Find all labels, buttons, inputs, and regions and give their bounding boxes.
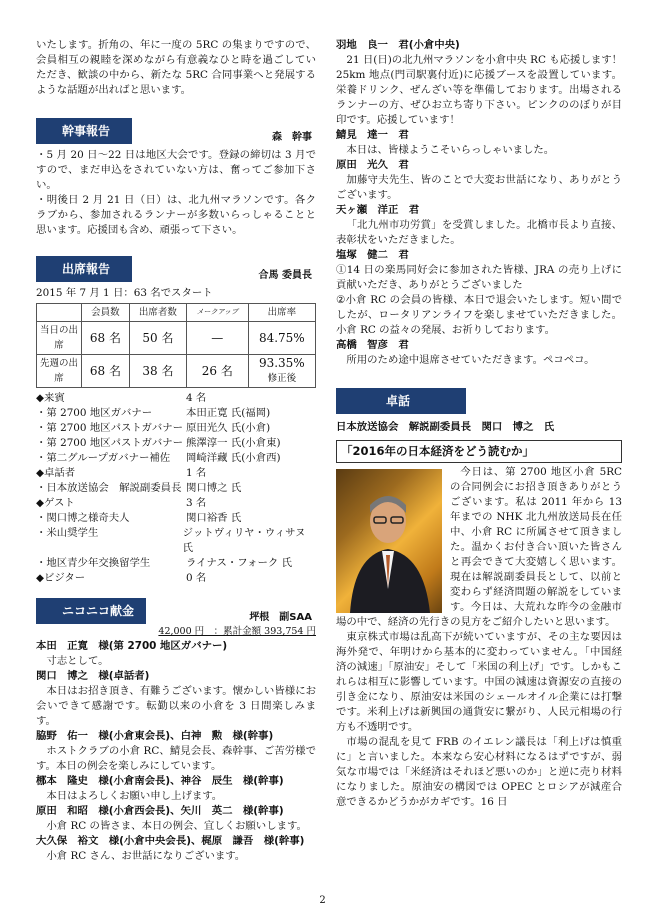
niko-entry [36,834,316,864]
members-cell: 68 名 [82,355,130,388]
table-header [37,304,82,322]
guest-row [36,526,316,556]
guest-role: ・第 2700 地区ガバナー [36,407,153,419]
guest-role: ◆卓話者 [36,467,76,479]
niko-entry-name: 本田 正寛 様(第 2700 地区ガバナー) [36,640,228,652]
niko-entry-name: 関口 博之 様(卓話者) [36,670,150,682]
table-header: 会員数 [82,304,130,322]
niko-entry-text: 「北九州市功労賞」を受賞しました。北橋市長より直接、表彰状をいただきました。 [336,219,622,246]
niko-entry-text: 寸志として。 [46,655,109,667]
guest-role: ・第 2700 地区パストガバナー [36,422,184,434]
guest-name: 関口裕香 氏 [186,512,242,524]
makeup-cell: — [186,322,248,355]
niko-entry-name: 脇野 佑一 様(小倉東会長)、白神 勲 様(幹事) [36,730,274,742]
page-number: 2 [319,895,326,906]
niko-entry-name: 天ヶ瀬 洋正 君 [336,204,420,216]
guest-row [36,436,316,451]
table-row [37,355,316,388]
guest-role: ・地区青少年交換留学生 [36,557,151,569]
guest-row [36,556,316,571]
niko-entry-text: 所用のため途中退席させていただきます。ペコペコ。 [346,354,595,366]
niko-total: 42,000 円 ：累計金額 393,754 円 [158,626,316,637]
rate-cell [248,355,315,388]
guest-row [36,496,316,511]
row-label: 先週の出席 [37,355,82,388]
niko-entry-text: ホストクラブの小倉 RC、鯖見会長、森幹事、ご苦労様です。本日の例会を楽しみにしています。 [36,745,316,772]
guest-role: ・第 2700 地区パストガバナー [36,437,184,449]
guest-name: 関口博之 氏 [186,482,242,494]
niko-entry [336,158,622,203]
row-label: 当日の出席 [37,322,82,355]
niko-entry-name: 高橋 智彦 君 [336,339,409,351]
rate-cell: 84.75% [248,322,315,355]
talk-body [336,465,622,810]
attendance-start: 2015 年 7 月 1 日：63 名でスタート [36,287,213,299]
niko-entry-name: 梛本 隆史 様(小倉南会長)、神谷 辰生 様(幹事) [36,775,284,787]
present-cell: 50 名 [129,322,186,355]
niko-entry [336,248,622,338]
kanji-item: ・5 月 20 日～22 日は地区大会です。登録の締切は 3 月ですので、まだ申込をされていない方は、奮ってご参加下さい。 [36,149,316,191]
guest-role: ・日本放送協会 解説副委員長 [36,482,182,494]
niko-entry-name: 塩塚 健二 君 [336,249,409,261]
niko-header [36,598,316,624]
niko-entry [336,128,622,158]
niko-entry [36,804,316,834]
present-cell: 38 名 [129,355,186,388]
attendance-header [36,256,316,282]
niko-entry [36,639,316,669]
section-heading-attendance: 出席報告 [36,256,132,282]
guest-role: ・第二グループガバナー補佐 [36,452,171,464]
niko-entry-text: 本日はよろしくお願い申し上げます。 [46,790,223,802]
section-heading-takuwa: 卓話 [336,388,466,414]
left-column [36,38,316,864]
niko-entry-text: 加藤守夫先生、皆のことで大変お世話になり、ありがとうございます。 [336,174,622,201]
guest-list [36,391,316,586]
niko-entry-text: 小倉 RC の皆さま、本日の例会、宜しくお願いします。 [46,820,307,832]
niko-entry-text: 小倉 RC さん、お世話になりございます。 [46,850,246,862]
talk-paragraph: 市場の混乱を見て FRB のイエレン議長は「利上げは慎重に」と言いました。本来なら安心材料になるはずですが、弱気な市場では「米経済はそれほど悪いのか」と逆に売り材料になりました。原油安の構図では OPEC とロシアが減産合意できるかどうかがカギです。16 日 [336,736,622,808]
talk-paragraph: 東京株式市場は乱高下が続いていますが、その主な要因は海外発で、年明けから基本的に変わっていません。「中国経済の減速」「原油安」そして「米国の利上げ」です。しかもこれらは相互に影響しています。中国の減速は資源安の直接の引き金になり、原油安は米国のシェールオイル企業には打撃です。米利上げは新興国の通貨安に繋がり、人民元相場の行方も不透明です。 [336,631,622,733]
intro-paragraph: いたします。折角の、年に一度の 5RC の集まりですので、会員相互の親睦を深めながら有意義なひと時を過ごしていただき、歓談の中から、新たな 5RC 合同事業へと発展するような話題が出ればと思います。 [36,39,316,96]
speaker-portrait-image [336,469,442,613]
guest-name: 3 名 [186,497,207,509]
niko-entry [336,38,622,128]
rate-note: 修正後 [267,373,297,384]
niko-entry-text: 本日は、皆様ようこそいらっしゃいました。 [346,144,555,156]
niko-entry [36,729,316,774]
niko-entry-text: 本日はお招き頂き、有難うございます。懐かしい皆様にお会いできて感謝です。転勤以来の小倉を 3 日間楽しみます。 [36,685,316,727]
table-header: メークアップ [186,304,248,322]
speaker-line: 日本放送協会 解説副委員長 関口 博之 氏 [336,421,555,433]
right-column [336,38,622,810]
niko-entry-name: 羽地 良一 君(小倉中央) [336,39,460,51]
kanji-item: ・明後日 2 月 21 日（日）は、北九州マラソンです。各クラブから、参加されるランナーが多数いらっしゃることと思います。応援団も含め、頑張って下さい。 [36,194,316,236]
guest-name: 4 名 [186,392,207,404]
attendance-table [36,303,316,388]
table-header: 出席者数 [129,304,186,322]
guest-role: ・米山奨学生 [36,527,99,539]
niko-entry [336,338,622,368]
guest-name: 1 名 [186,467,207,479]
guest-row [36,511,316,526]
kanji-header [36,118,316,144]
guest-name: ライナス・フォーク 氏 [186,557,292,569]
talk-paragraph: 今日は、第 2700 地区小倉 5RC の合同例会にお招き頂きありがとうございます。私は 2011 年から 13 年までの NHK 北九州放送局長在任中、小倉 RC に所属させて頂きました。温かくお付き合い頂いた皆さんと再会できて大変嬉しく思います。現在は解説副委員長として、以前と変わらず経済問題の解説をしています。今日は、大荒れな昨今の金融市場の中で、経済の先行きの見方をご紹介したいと思います。 [336,466,622,628]
members-cell: 68 名 [82,322,130,355]
speaker-photo [336,469,442,613]
guest-role: ◆来賓 [36,392,65,404]
attendance-signer: 合馬 委員長 [258,270,312,281]
table-row [37,322,316,355]
guest-row [36,391,316,406]
guest-row [36,571,316,586]
niko-entry [336,203,622,248]
guest-role: ・関口博之様奇夫人 [36,512,130,524]
kanji-signer: 森 幹事 [272,132,312,143]
guest-row [36,406,316,421]
guest-row [36,466,316,481]
niko-entry-text: ①14 日の楽馬同好会に参加された皆様、JRA の売り上げに貢献いただき、ありがとうございました ②小倉 RC の会員の皆様、本日で退会いたします。短い間でしたが、ロータリアンライフを楽しませていただきました。小倉 RC の益々の発展、お祈りしております。 [336,264,622,336]
guest-name: ジットヴィリヤ・ウィサヌ 氏 [182,527,306,554]
guest-name: 岡崎洋藏 氏(小倉西) [186,452,281,464]
guest-row [36,421,316,436]
table-header-row [37,304,316,322]
guest-name: 熊澤淳一 氏(小倉東) [186,437,281,449]
makeup-cell: 26 名 [186,355,248,388]
guest-name: 原田光久 氏(小倉) [186,422,271,434]
niko-entry-name: 鯖見 達一 君 [336,129,409,141]
niko-entry-name: 原田 和昭 様(小倉西会長)、矢川 英二 様(幹事) [36,805,284,817]
section-heading-niko: ニコニコ献金 [36,598,146,624]
guest-name: 0 名 [186,572,207,584]
guest-row [36,481,316,496]
guest-name: 本田正寛 氏(福岡) [186,407,271,419]
guest-role: ◆ゲスト [36,497,75,509]
guest-row [36,451,316,466]
takuwa-header [336,388,622,414]
niko-entry-name: 大久保 裕文 様(小倉中央会長)、梶原 謙吾 様(幹事) [36,835,305,847]
niko-entry-name: 原田 光久 君 [336,159,409,171]
rate-value: 93.35% [258,356,305,370]
niko-entry [36,774,316,804]
table-header: 出席率 [248,304,315,322]
section-heading-kanji: 幹事報告 [36,118,132,144]
guest-role: ◆ビジター [36,572,86,584]
niko-entry-text: 21 日(日)の北九州マラソンを小倉中央 RC も応援します！25km 地点(門司駅裏付近)に応援ブースを設置しています。栄養ドリンク、ぜんざい等を準備しております。出場されるランナーの方、ぜひお立ち寄り下さい。ピンクののぼりが目印です。応援しています！ [336,54,622,126]
niko-entry [36,669,316,729]
talk-title: 「2016年の日本経済をどう読むか」 [336,440,622,463]
niko-signer: 坪根 副SAA [249,612,312,623]
